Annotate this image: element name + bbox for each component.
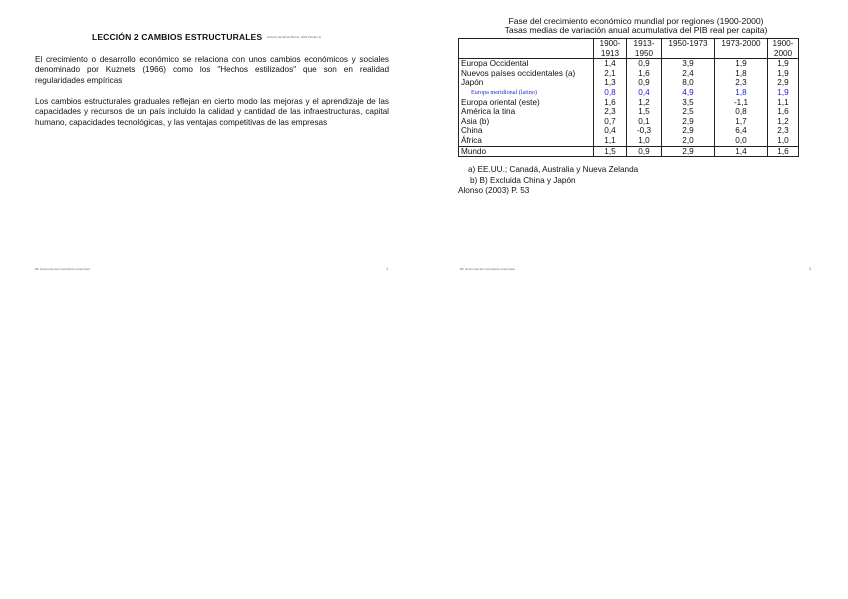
- cell-value: 0,4: [627, 88, 662, 98]
- column-header-region: [459, 39, 594, 59]
- column-header-1973-2000: 1973-2000: [715, 39, 768, 59]
- row-region: Japón: [459, 78, 594, 88]
- cell-value: 8,0: [662, 78, 715, 88]
- row-region: América la tina: [459, 107, 594, 117]
- title-text: LECCIÓN 2 CAMBIOS ESTRUCTURALES: [92, 32, 263, 42]
- row-region: Europa oriental (este): [459, 98, 594, 108]
- cell-value: 2,5: [662, 107, 715, 117]
- cell-value: 0,9: [627, 59, 662, 69]
- column-header-1950-1973: 1950-1973: [662, 39, 715, 59]
- table-row: [459, 107, 799, 117]
- column-header-1900-2000: 1900- 2000: [768, 39, 799, 59]
- cell-value: 1,6: [594, 98, 627, 108]
- right-page: [424, 0, 848, 599]
- cell-value: 2,9: [768, 78, 799, 88]
- cell-value: 2,4: [662, 69, 715, 79]
- cell-value: 1,7: [715, 117, 768, 127]
- footnote-a: a) EE.UU.; Canadá, Australia y Nueva Zelanda: [468, 165, 639, 174]
- cell-value: 2,9: [662, 117, 715, 127]
- cell-value: 1,0: [627, 136, 662, 146]
- cell-value: 6,4: [715, 126, 768, 136]
- growth-table: [458, 38, 799, 157]
- page-number: 2: [809, 266, 812, 271]
- cell-value: 0,8: [715, 107, 768, 117]
- source-citation: Alonso (2003) P. 53: [458, 186, 530, 195]
- row-region: Europa Occidental: [459, 59, 594, 69]
- cell-value: 1,3: [594, 78, 627, 88]
- table-row-highlighted: [459, 88, 799, 98]
- table-header-row: [459, 39, 799, 59]
- row-region: Europa meridional (latino): [459, 88, 594, 98]
- cell-value: 2,3: [768, 126, 799, 136]
- row-region: Asia (b): [459, 117, 594, 127]
- page-footer: RF. Economía del crecimiento económico: [460, 267, 516, 271]
- row-region: Mundo: [459, 146, 594, 157]
- cell-value: 1,8: [715, 88, 768, 98]
- row-region: Nuevos países occidentales (a): [459, 69, 594, 79]
- cell-value: 1,9: [715, 59, 768, 69]
- footnote-b: b) B) Excluida China y Japón: [470, 176, 576, 185]
- cell-value: 3,9: [662, 59, 715, 69]
- page-title: [92, 32, 321, 42]
- row-region: China: [459, 126, 594, 136]
- cell-value: 1,0: [768, 136, 799, 146]
- caption-line-2: Tasas medias de variación anual acumulativa del PIB real per capita): [504, 25, 768, 36]
- cell-value: 3,5: [662, 98, 715, 108]
- cell-value: 2,3: [594, 107, 627, 117]
- table-row: [459, 98, 799, 108]
- cell-value: -0,3: [627, 126, 662, 136]
- cell-value: 4,9: [662, 88, 715, 98]
- cell-value: 0,9: [627, 78, 662, 88]
- cell-value: 1,1: [594, 136, 627, 146]
- page-number: 1: [386, 266, 389, 271]
- page-footer: RF. Economía del crecimiento económico: [35, 267, 91, 271]
- column-header-1900-1913: 1900- 1913: [594, 39, 627, 59]
- cell-value: 0,9: [627, 146, 662, 157]
- cell-value: 2,3: [715, 78, 768, 88]
- column-header-1913-1950: 1913- 1950: [627, 39, 662, 59]
- cell-value: 1,9: [768, 69, 799, 79]
- cell-value: 0,8: [594, 88, 627, 98]
- cell-value: 1,2: [768, 117, 799, 127]
- cell-value: 1,5: [627, 107, 662, 117]
- table-row: [459, 126, 799, 136]
- cell-value: 1,9: [768, 88, 799, 98]
- cell-value: 0,0: [715, 136, 768, 146]
- cell-value: 1,6: [768, 107, 799, 117]
- table-row: [459, 136, 799, 146]
- cell-value: 1,6: [768, 146, 799, 157]
- table-caption: [424, 17, 848, 35]
- table-row: [459, 117, 799, 127]
- cell-value: 1,4: [594, 59, 627, 69]
- cell-value: 2,9: [662, 126, 715, 136]
- cell-value: 2,1: [594, 69, 627, 79]
- cell-value: 1,8: [715, 69, 768, 79]
- table-row: [459, 59, 799, 69]
- cell-value: -1,1: [715, 98, 768, 108]
- table-row: [459, 78, 799, 88]
- cell-value: 1,5: [594, 146, 627, 157]
- cell-value: 1,2: [627, 98, 662, 108]
- paragraph-kuznets: El crecimiento o desarrollo económico se relaciona con unos cambios económicos y sociales denominado por Kuznets (1966) como los "Hechos estilizados" que son en realidad regularidades empíricas: [35, 55, 389, 85]
- cell-value: 2,0: [662, 136, 715, 146]
- cell-value: 0,4: [594, 126, 627, 136]
- cell-value: 1,9: [768, 59, 799, 69]
- caption-line-1: Fase del crecimiento económico mundial por regiones (1900-2000): [508, 16, 764, 26]
- cell-value: 0,1: [627, 117, 662, 127]
- cell-value: 1,4: [715, 146, 768, 157]
- cell-value: 1,6: [627, 69, 662, 79]
- paragraph-structural-changes: Los cambios estructurales graduales reflejan en cierto modo las mejoras y el aprendizaje de las capacidades y recursos de un país incluido la calidad y cantidad de las infraestructuras, capital humano, capacidades tecnológicas, y las ventajas competitivas de las empresas: [35, 97, 389, 127]
- title-note: (revisión de Alonso Benito, 2003 Octubre 1): [266, 36, 322, 40]
- cell-value: 1,1: [768, 98, 799, 108]
- table-row-total: [459, 146, 799, 157]
- table-row: [459, 69, 799, 79]
- cell-value: 2,9: [662, 146, 715, 157]
- row-region: África: [459, 136, 594, 146]
- cell-value: 0,7: [594, 117, 627, 127]
